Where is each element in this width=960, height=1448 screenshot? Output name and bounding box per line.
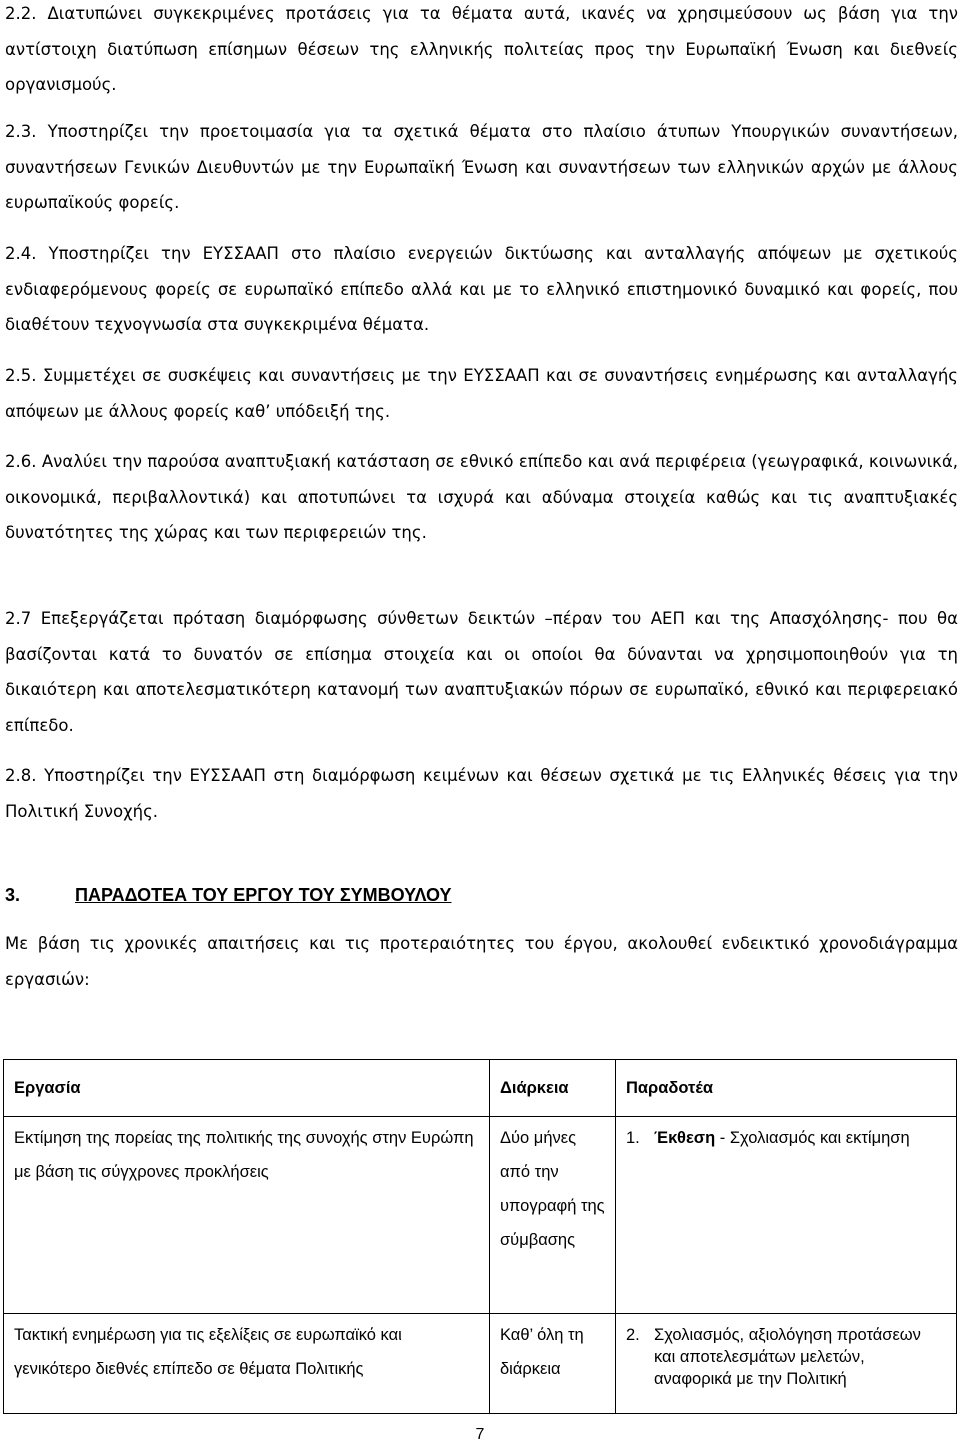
page-number: 7 bbox=[475, 1426, 485, 1443]
paragraph-number: 2.6. bbox=[5, 452, 37, 471]
section-title: ΠΑΡΑΔΟΤΕΑ ΤΟΥ ΕΡΓΟΥ ΤΟΥ ΣΥΜΒΟΥΛΟΥ bbox=[75, 885, 452, 905]
deliverable-text bbox=[654, 1324, 946, 1390]
header-task: Εργασία bbox=[4, 1060, 490, 1117]
paragraph-2-4 bbox=[5, 236, 958, 343]
table-row bbox=[4, 1314, 957, 1414]
deliverable-cell bbox=[616, 1314, 957, 1414]
deliverable-number: 1. bbox=[626, 1129, 640, 1147]
table-header-row bbox=[4, 1060, 957, 1117]
table-row bbox=[4, 1117, 957, 1314]
duration-cell: Καθ’ όλη τη διάρκεια bbox=[490, 1314, 616, 1414]
paragraph-number: 2.7 bbox=[5, 609, 32, 628]
paragraph-text: Υποστηρίζει την ΕΥΣΣΑΑΠ στο πλαίσιο ενεργειών δικτύωσης και ανταλλαγής απόψεων με σχετικούς ενδιαφερόμενους φορείς σε ευρωπαϊκό επίπεδο αλλά και με το ελληνικό επιστημονικό δυναμικό και φορείς, που διαθέτουν τεχνογνωσία στα συγκεκριμένα θέματα. bbox=[5, 244, 958, 334]
paragraph-text: Διατυπώνει συγκεκριμένες προτάσεις για τα θέματα αυτά, ικανές να χρησιμεύσουν ως βάση για την αντίστοιχη διατύπωση επίσημων θέσεων της ελληνικής πολιτείας προς την Ευρωπαϊκή Ένωση και διεθνείς οργανισμούς. bbox=[5, 4, 958, 94]
deliverable-bold: Έκθεση bbox=[654, 1129, 716, 1147]
task-cell: Τακτική ενημέρωση για τις εξελίξεις σε ευρωπαϊκό και γενικότερο διεθνές επίπεδο σε θέματα Πολιτικής bbox=[4, 1314, 490, 1414]
section-intro: Με βάση τις χρονικές απαιτήσεις και τις προτεραιότητες του έργου, ακολουθεί ενδεικτικό χρονοδιάγραμμα εργασιών: bbox=[5, 934, 958, 989]
paragraph-2-7 bbox=[5, 601, 958, 743]
section-number: 3. bbox=[5, 885, 21, 905]
deliverable-rest: Σχολιασμός, αξιολόγηση προτάσεων και αποτελεσμάτων μελετών, αναφορικά με την Πολιτική bbox=[654, 1326, 921, 1388]
deliverable-item bbox=[626, 1121, 946, 1149]
paragraph-number: 2.2. bbox=[5, 4, 37, 23]
section-heading bbox=[5, 880, 452, 910]
paragraph-text: Υποστηρίζει την προετοιμασία για τα σχετικά θέματα στο πλαίσιο άτυπων Υπουργικών συναντήσεων, συναντήσεων Γενικών Διευθυντών με την Ευρωπαϊκή Ένωση και συναντήσεων των ελληνικών αρχών με άλλους ευρωπαϊκούς φορείς. bbox=[5, 122, 958, 212]
deliverable-rest: - Σχολιασμός και εκτίμηση bbox=[715, 1129, 910, 1147]
schedule-table bbox=[3, 1059, 957, 1414]
header-deliverable: Παραδοτέα bbox=[616, 1060, 957, 1117]
paragraph-2-8 bbox=[5, 758, 958, 829]
paragraph-number: 2.8. bbox=[5, 766, 37, 785]
paragraph-2-6 bbox=[5, 444, 958, 551]
paragraph-number: 2.5. bbox=[5, 366, 37, 385]
paragraph-2-5 bbox=[5, 358, 958, 429]
paragraph-number: 2.4. bbox=[5, 244, 37, 263]
paragraph-text: Υποστηρίζει την ΕΥΣΣΑΑΠ στη διαμόρφωση κειμένων και θέσεων σχετικά με τις Ελληνικές θέσεις για την Πολιτική Συνοχής. bbox=[5, 766, 958, 821]
paragraph-2-3 bbox=[5, 114, 958, 221]
header-duration: Διάρκεια bbox=[490, 1060, 616, 1117]
task-cell: Εκτίμηση της πορείας της πολιτικής της συνοχής στην Ευρώπη με βάση τις σύγχρονες προκλήσεις bbox=[4, 1117, 490, 1314]
paragraph-number: 2.3. bbox=[5, 122, 37, 141]
duration-cell: Δύο μήνες από την υπογραφή της σύμβασης bbox=[490, 1117, 616, 1314]
deliverable-cell bbox=[616, 1117, 957, 1314]
paragraph-2-2 bbox=[5, 0, 958, 103]
deliverable-text bbox=[654, 1127, 910, 1149]
paragraph-text: Συμμετέχει σε συσκέψεις και συναντήσεις με την ΕΥΣΣΑΑΠ και σε συναντήσεις ενημέρωσης και ανταλλαγής απόψεων με άλλους φορείς καθ’ υπόδειξή της. bbox=[5, 366, 958, 421]
paragraph-text: Επεξεργάζεται πρόταση διαμόρφωσης σύνθετων δεικτών –πέραν του ΑΕΠ και της Απασχόλησης- που θα βασίζονται κατά το δυνατόν σε επίσημα στοιχεία και οι οποίοι θα δύνανται να χρησιμοποιηθούν για τη δικαιότερη και αποτελεσματικότερη κατανομή των αναπτυξιακών πόρων σε ευρωπαϊκό, εθνικό και περιφερειακό επίπεδο. bbox=[5, 609, 958, 735]
paragraph-text: Αναλύει την παρούσα αναπτυξιακή κατάσταση σε εθνικό επίπεδο και ανά περιφέρεια (γεωγραφικά, κοινωνικά, οικονομικά, περιβαλλοντικά) και αποτυπώνει τα ισχυρά και αδύναμα στοιχεία καθώς και τις αναπτυξιακές δυνατότητες της χώρας και των περιφερειών της. bbox=[5, 452, 958, 542]
deliverable-number: 2. bbox=[626, 1326, 640, 1344]
deliverable-item bbox=[626, 1318, 946, 1390]
